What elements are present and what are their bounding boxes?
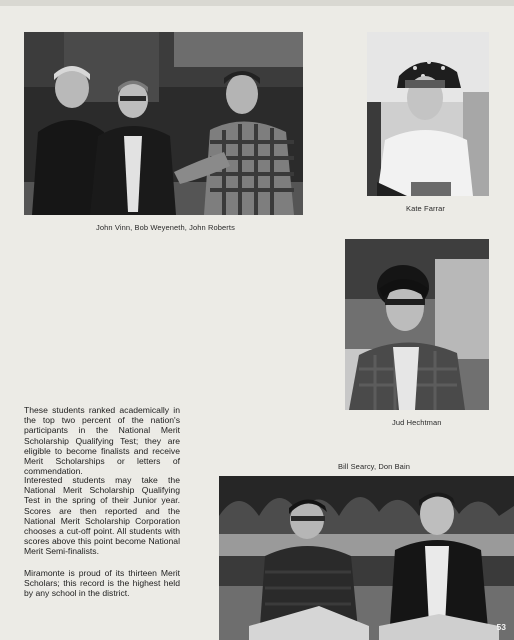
group-photo: [24, 32, 303, 215]
pair-photo: [219, 476, 514, 640]
page-number: 53: [496, 622, 506, 632]
hechtman-photo-caption: Jud Hechtman: [392, 418, 442, 427]
group-photo-caption: John Vinn, Bob Weyeneth, John Roberts: [96, 223, 235, 232]
paragraph-merit-eligibility: These students ranked academically in the top two percent of the nation's participants in the National Merit Scholarship Qualifying Test; they are eligible to become finalists and receive Merit Scholarships or letters of commendation.: [24, 405, 180, 477]
paragraph-qualifying-test: Interested students may take the National Merit Scholarship Qualifying Test in the spring of their Junior year. Scores are then reported and the National Merit Scholarship Corporation chooses a cut-off point. All students with scores above this point become National Merit Semi-finalists.: [24, 475, 180, 557]
hechtman-photo: [345, 239, 489, 410]
farrar-photo-caption: Kate Farrar: [406, 204, 446, 213]
farrar-photo: [367, 32, 489, 196]
pair-photo-caption: Bill Searcy, Don Bain: [338, 462, 410, 471]
page-top-edge: [0, 0, 514, 6]
paragraph-miramonte-record: Miramonte is proud of its thirteen Merit Scholars; this record is the highest held by any school in the district.: [24, 568, 180, 599]
